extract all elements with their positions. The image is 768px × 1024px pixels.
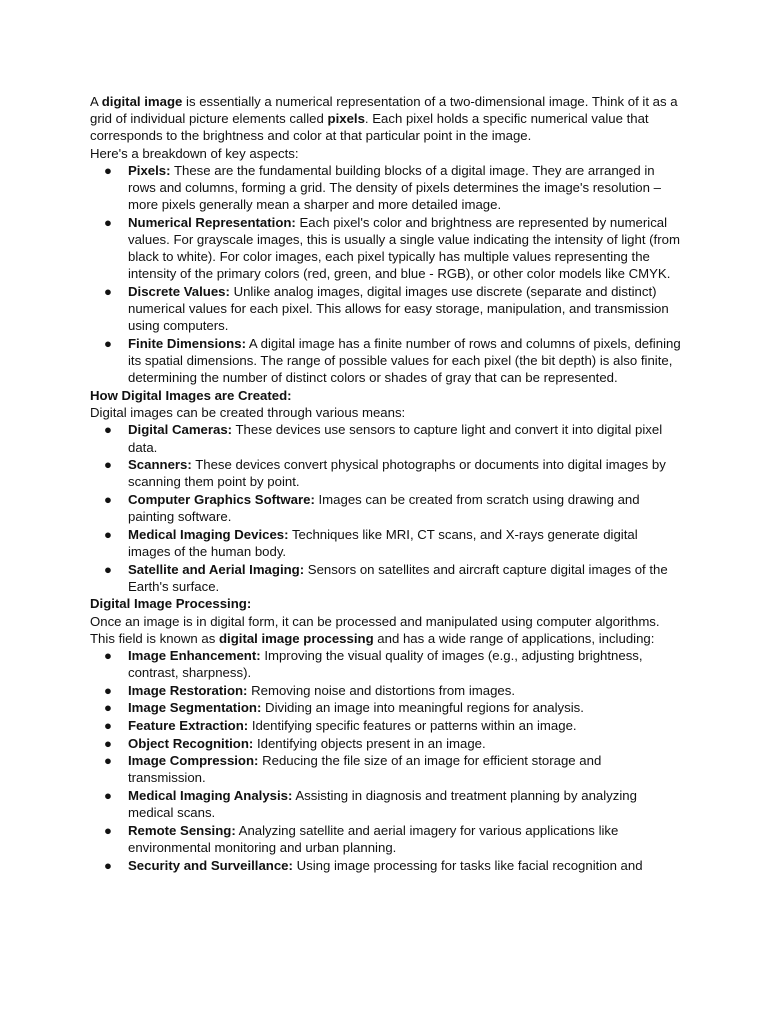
list-item-text: Assisting in diagnosis and treatment planning by analyzing medical scans. [128, 787, 637, 821]
list-item [90, 787, 682, 821]
document-page [90, 93, 682, 874]
list-item [90, 162, 682, 214]
list-item-term: Remote Sensing: [128, 822, 236, 838]
bullet-icon: ● [104, 162, 112, 178]
list-item [90, 647, 682, 681]
list-item-term: Medical Imaging Analysis: [128, 787, 293, 803]
bullet-icon: ● [104, 648, 112, 664]
breakdown-intro: Here's a breakdown of key aspects: [90, 145, 299, 161]
list-item-text: Removing noise and distortions from images. [247, 682, 515, 698]
bullet-icon: ● [104, 682, 112, 698]
list-item-term: Image Segmentation: [128, 700, 262, 716]
list-item [90, 526, 682, 560]
list-item-text: Techniques like MRI, CT scans, and X-rays generate digital images of the human body. [128, 526, 638, 560]
list-item-term: Discrete Values: [128, 284, 230, 300]
list-item [90, 699, 682, 716]
list-item-term: Feature Extraction: [128, 718, 249, 733]
term-pixels: pixels [327, 111, 365, 127]
list-item-term: Numerical Representation: [128, 214, 296, 230]
list-item-term: Medical Imaging Devices: [128, 526, 289, 542]
list-item-text: Dividing an image into meaningful regions for analysis. [261, 700, 584, 716]
list-item-text: A digital image has a finite number of rows and columns of pixels, defining its spatial dimensions. The range of possible values for each pixel (the bit depth) is also finite, determining the number of distinct colors or shades of gray that can be represented. [128, 336, 681, 386]
list-item-text: Identifying specific features or patterns within an image. [248, 718, 577, 733]
intro-paragraph [90, 93, 682, 145]
processing-intro [90, 613, 682, 647]
list-item-term: Image Enhancement: [128, 648, 261, 664]
bullet-icon: ● [104, 422, 112, 438]
list-item [90, 857, 682, 874]
list-item-text: These devices convert physical photographs or documents into digital images by scanning them point by point. [128, 457, 666, 490]
processing-intro-c: and has a wide range of applications, including: [373, 630, 655, 646]
list-item-term: Digital Cameras: [128, 422, 233, 438]
bullet-icon: ● [104, 822, 112, 838]
bullet-icon: ● [104, 284, 112, 300]
intro-text-a: A [90, 94, 102, 109]
list-item-text: Images can be created from scratch using drawing and painting software. [128, 492, 640, 525]
list-item-text: Reducing the file size of an image for efficient storage and transmission. [128, 753, 602, 786]
list-item-text: Improving the visual quality of images (e.g., adjusting brightness, contrast, sharpness). [128, 648, 643, 681]
list-item-term: Image Restoration: [128, 682, 248, 698]
list-item-term: Scanners: [128, 457, 192, 473]
list-item [90, 421, 682, 455]
section-heading-created: How Digital Images are Created: [90, 388, 292, 404]
created-intro: Digital images can be created through various means: [90, 405, 406, 421]
bullet-icon: ● [104, 700, 112, 716]
list-item [90, 717, 682, 734]
created-list [90, 421, 682, 595]
list-item [90, 283, 682, 335]
list-item-term: Object Recognition: [128, 735, 254, 751]
list-item-term: Pixels: [128, 162, 171, 178]
list-item-term: Security and Surveillance: [128, 857, 293, 873]
list-item-text: Unlike analog images, digital images use discrete (separate and distinct) numerical values for each pixel. This allows for easy storage, manipulation, and transmission using computers. [128, 284, 669, 334]
intro-text-c: is essentially a numerical representation of a two-dimensional image. Think of it as a grid of individual picture elements called [90, 94, 678, 127]
bullet-icon: ● [104, 457, 112, 473]
term-digital-image-processing: digital image processing [219, 630, 374, 646]
bullet-icon: ● [104, 857, 112, 873]
bullet-icon: ● [104, 561, 112, 577]
bullet-icon: ● [104, 526, 112, 542]
list-item [90, 561, 682, 595]
bullet-icon: ● [104, 787, 112, 803]
list-item-text: Each pixel's color and brightness are represented by numerical values. For grayscale images, this is usually a single value indicating the intensity of light (from black to white). For color images, each pixel typically has multiple values representing the intensity of the primary colors (red, green, and blue - RGB), or other color models like CMYK. [128, 214, 680, 282]
list-item-text: Sensors on satellites and aircraft capture digital images of the Earth's surface. [128, 561, 668, 594]
bullet-icon: ● [104, 336, 112, 352]
list-item [90, 214, 682, 283]
list-item [90, 456, 682, 490]
bullet-icon: ● [104, 753, 112, 769]
list-item [90, 752, 682, 786]
bullet-icon: ● [104, 718, 112, 733]
processing-list [90, 647, 682, 874]
list-item-term: Computer Graphics Software: [128, 492, 315, 508]
list-item [90, 735, 682, 752]
list-item-text: Analyzing satellite and aerial imagery for various applications like environmental monitoring and urban planning. [128, 822, 619, 855]
list-item [90, 822, 682, 856]
processing-intro-a: Once an image is in digital form, it can be processed and manipulated using computer algorithms. This field is known as [90, 613, 660, 646]
list-item [90, 491, 682, 525]
bullet-icon: ● [104, 492, 112, 508]
list-item-text: Using image processing for tasks like facial recognition and [292, 857, 643, 873]
list-item-text: These are the fundamental building blocks of a digital image. They are arranged in rows and columns, forming a grid. The density of pixels determines the image's resolution – more pixels generally mean a sharper and more detailed image. [128, 162, 661, 213]
section-heading-processing: Digital Image Processing: [90, 596, 252, 612]
term-digital-image: digital image [101, 94, 183, 109]
list-item [90, 335, 682, 387]
bullet-icon: ● [104, 735, 112, 751]
list-item-text: Identifying objects present in an image. [253, 735, 486, 751]
bullet-icon: ● [104, 214, 112, 230]
list-item-term: Satellite and Aerial Imaging: [128, 561, 305, 577]
list-item-term: Image Compression: [128, 753, 259, 769]
list-item [90, 682, 682, 699]
intro-text-e: . Each pixel holds a specific numerical value that corresponds to the brightness and color at that particular point in the image. [90, 111, 649, 144]
list-item-text: These devices use sensors to capture light and convert it into digital pixel data. [128, 422, 663, 455]
aspects-list [90, 162, 682, 387]
list-item-term: Finite Dimensions: [128, 336, 246, 352]
